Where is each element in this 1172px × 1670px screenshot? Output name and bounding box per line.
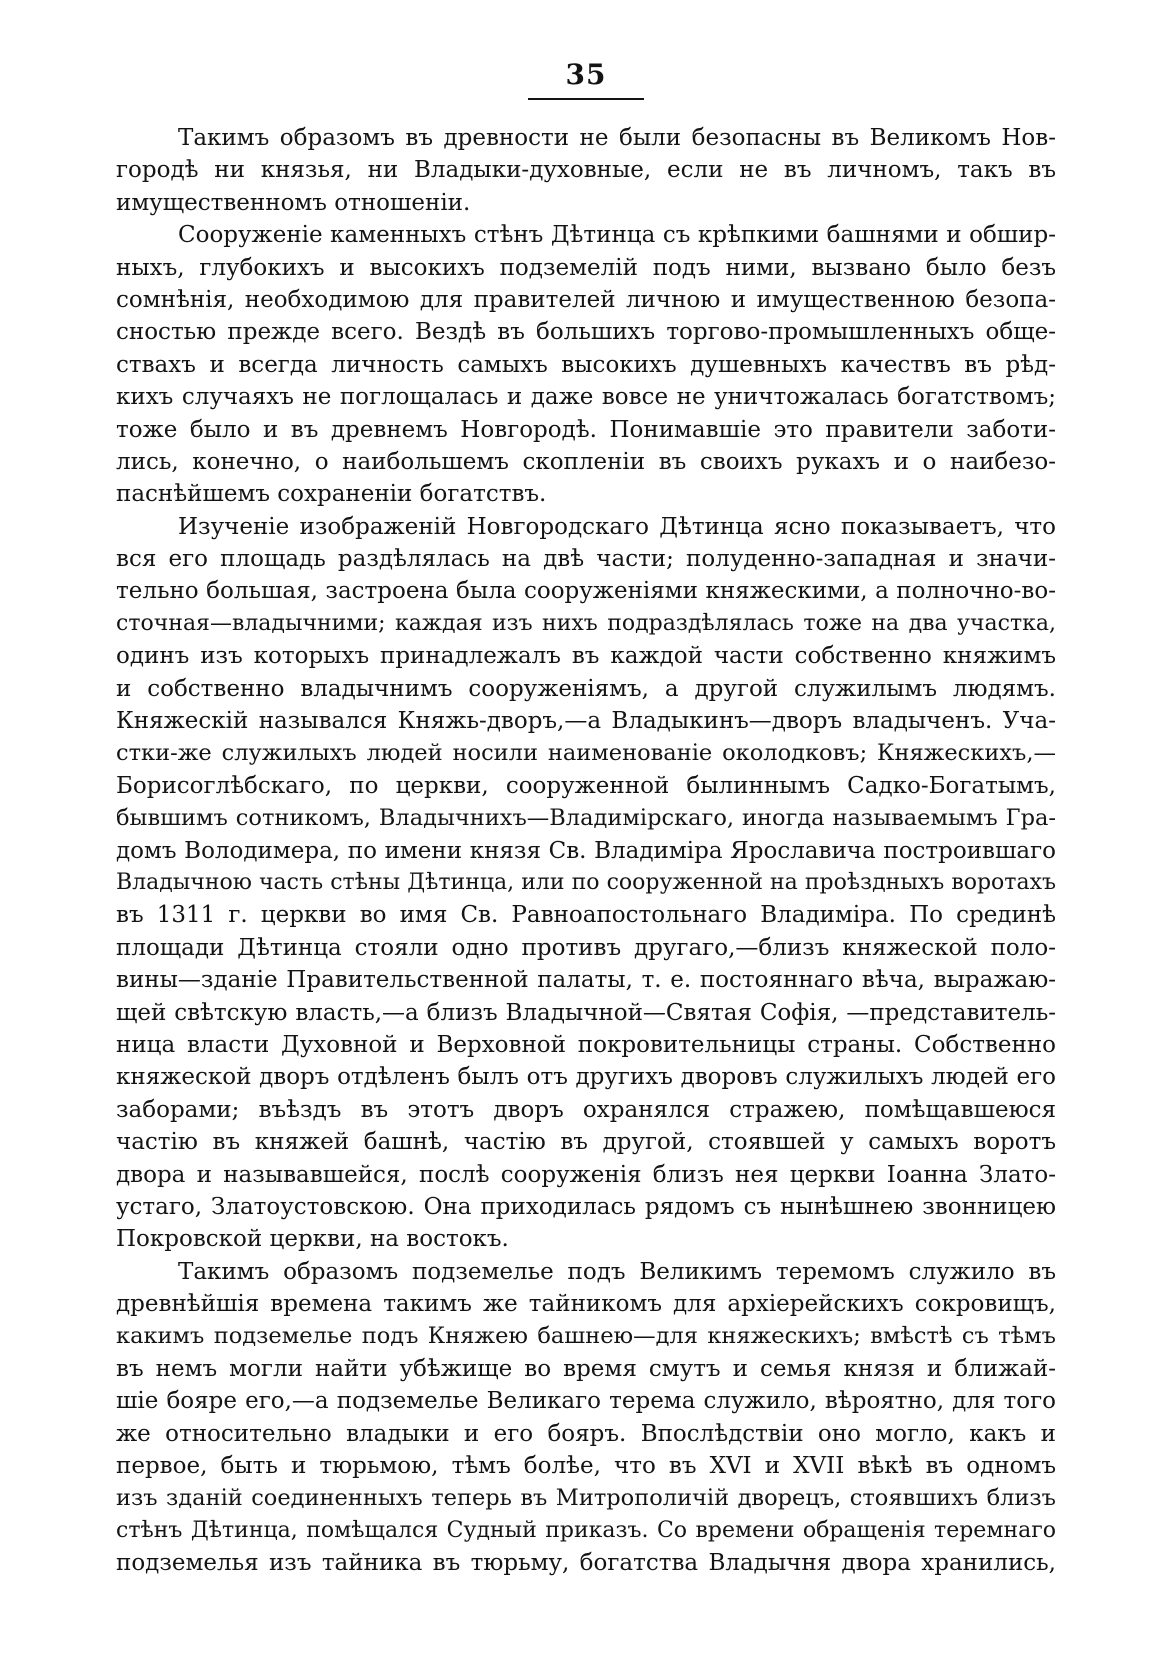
text-line: изъ зданiй соединенныхъ теперь въ Митрополичiй дворецъ, стоявшихъ близъ — [116, 1485, 1056, 1512]
text-line: имущественномъ отношенiи. — [116, 189, 471, 216]
text-line: какимъ подземелье подъ Княжею башнею—для княжескихъ; вмѣстѣ съ тѣмъ — [116, 1323, 1056, 1350]
text-line: тоже было и въ древнемъ Новгородѣ. Понимавшiе это правители заботи- — [116, 416, 1056, 443]
text-line: первое, быть и тюрьмою, тѣмъ болѣе, что въ XVI и XVII вѣкѣ въ одномъ — [116, 1453, 1056, 1480]
text-line: щей свѣтскую власть,—а близъ Владычной—Святая Софiя, —представитель- — [116, 999, 1056, 1026]
text-line: Такимъ образомъ въ древности не были безопасны въ Великомъ Нов- — [178, 125, 1056, 151]
text-line: княжеской дворъ отдѣленъ былъ отъ другихъ дворовъ служилыхъ людей его — [116, 1064, 1056, 1091]
text-line: сточная—владычними; каждая изъ нихъ подраздѣлялась тоже на два участка, — [116, 610, 1056, 636]
text-line: древнѣйшiя времена такимъ же тайникомъ для архiерейскихъ сокровищъ, — [116, 1291, 1056, 1318]
text-line: и собственно владычнимъ сооруженiямъ, а другой служилымъ людямъ. — [116, 675, 1056, 702]
text-line: площади Дѣтинца стояли одно противъ другаго,—близъ княжеской поло- — [116, 934, 1056, 961]
body-text — [116, 122, 1056, 1580]
paragraph — [116, 511, 1056, 1256]
text-line: Такимъ образомъ подземелье подъ Великимъ теремомъ служило въ — [178, 1258, 1056, 1285]
text-line: въ немъ могли найти убѣжище во время смутъ и семья князя и ближай- — [116, 1355, 1056, 1382]
text-line: шiе бояре его,—а подземелье Великаго терема служило, вѣроятно, для того — [116, 1388, 1056, 1415]
text-line: Владычною часть стѣны Дѣтинца, или по сооруженной на проѣздныхъ воротахъ — [116, 869, 1056, 895]
text-line: сомнѣнiя, необходимою для правителей личною и имущественною безопа- — [116, 286, 1056, 313]
text-line: одинъ изъ которыхъ принадлежалъ въ каждой части собственно княжимъ — [116, 643, 1056, 670]
text-line: кихъ случаяхъ не поглощалась и даже вовсе не уничтожалась богатствомъ; — [116, 384, 1056, 411]
text-line: Покровской церкви, на востокъ. — [116, 1226, 509, 1253]
text-line: подземелья изъ тайника въ тюрьму, богатства Владычня двора хранились, — [116, 1550, 1056, 1577]
paragraph — [116, 1256, 1056, 1580]
text-line: Борисоглѣбскаго, по церкви, сооруженной былиннымъ Садко-Богатымъ, — [116, 772, 1056, 799]
text-line: устаго, Златоустовскою. Она приходилась рядомъ съ нынѣшнею звонницею — [116, 1193, 1056, 1220]
text-line: стки-же служилыхъ людей носили наименованiе околодковъ; Княжескихъ,— — [116, 740, 1056, 767]
text-line: ныхъ, глубокихъ и высокихъ подземелiй подъ ними, вызвано было безъ — [116, 254, 1056, 281]
paragraph — [116, 122, 1056, 219]
text-line: сностью прежде всего. Вездѣ въ большихъ торгово-промышленныхъ обще- — [116, 319, 1056, 346]
text-line: Сооруженiе каменныхъ стѣнъ Дѣтинца съ крѣпкими башнями и обшир- — [178, 222, 1056, 249]
text-line: вины—зданiе Правительственной палаты, т. е. постояннаго вѣча, выражаю- — [116, 967, 1056, 994]
text-line: ствахъ и всегда личность самыхъ высокихъ душевныхъ качествъ въ рѣд- — [116, 351, 1056, 378]
page-number: 35 — [565, 58, 607, 91]
text-line: Княжескiй назывался Княжь-дворъ,—а Владыкинъ—дворъ владыченъ. Уча- — [116, 708, 1056, 735]
text-line: двора и называвшейся, послѣ сооруженiя близъ нея церкви Iоанна Злато- — [116, 1161, 1056, 1188]
text-line: частiю въ княжей башнѣ, частiю въ другой, стоявшей у самыхъ воротъ — [116, 1129, 1056, 1156]
text-line: стѣнъ Дѣтинца, помѣщался Судный приказъ. Со времени обращенiя теремнаго — [116, 1517, 1056, 1543]
text-line: заборами; въѣздъ въ этотъ дворъ охранялся стражею, помѣщавшеюся — [116, 1096, 1056, 1123]
text-line: въ 1311 г. церкви во имя Св. Равноапостольнаго Владимiра. По срединѣ — [116, 902, 1056, 929]
text-line: ница власти Духовной и Верховной покровительницы страны. Собственно — [116, 1031, 1056, 1058]
text-line: бывшимъ сотникомъ, Владычнихъ—Владимiрскаго, иногда называемымъ Гра- — [116, 805, 1056, 832]
page-number-rule — [528, 98, 644, 100]
text-line: тельно большая, застроена была сооруженiями княжескими, а полночно-во- — [116, 578, 1056, 605]
text-line: паснѣйшемъ сохраненiи богатствъ. — [116, 481, 547, 508]
paragraph — [116, 219, 1056, 511]
text-line: лись, конечно, о наибольшемъ скопленiи въ своихъ рукахъ и о наибезо- — [116, 448, 1056, 475]
text-line: Изученiе изображенiй Новгородскаго Дѣтинца ясно показываетъ, что — [178, 513, 1056, 540]
text-line: вся его площадь раздѣлялась на двѣ части; полуденно-западная и значи- — [116, 546, 1056, 573]
text-line: же относительно владыки и его бояръ. Впослѣдствiи оно могло, какъ и — [116, 1420, 1056, 1447]
text-line: городѣ ни князья, ни Владыки-духовные, если не въ личномъ, такъ въ — [116, 157, 1056, 184]
text-line: домъ Володимера, по имени князя Св. Владимiра Ярославича построившаго — [116, 837, 1056, 864]
